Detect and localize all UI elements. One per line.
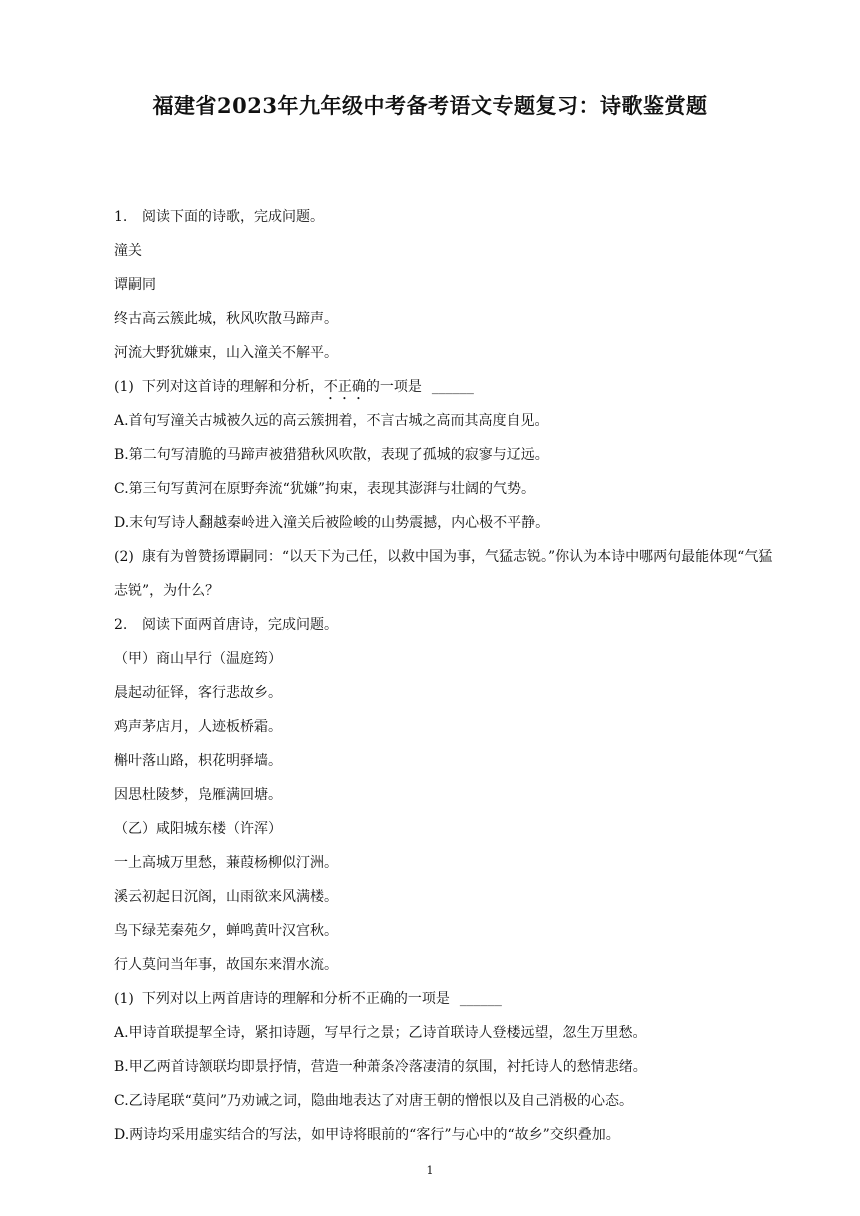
- sub-question-number: (1): [114, 991, 134, 1007]
- option-b: B.甲乙两首诗颔联均即景抒情，营造一种萧条冷落凄清的氛围，衬托诗人的愁情悲绪。: [114, 1059, 647, 1075]
- question-number: 1.: [114, 209, 128, 225]
- option-b: B.第二句写清脆的马蹄声被猎猎秋风吹散，表现了孤城的寂寥与辽远。: [114, 447, 549, 463]
- sub-question-number: (2): [114, 549, 134, 565]
- poem-b-title: （乙）咸阳城东楼（许浑）: [114, 821, 282, 837]
- question-stem-text: 阅读下面两首唐诗，完成问题。: [142, 617, 338, 633]
- question-1-stem: [114, 200, 776, 234]
- poem-line: 河流大野犹嫌束，山入潼关不解平。: [114, 345, 338, 361]
- question-2-stem: [114, 608, 776, 642]
- poem-line: 行人莫问当年事，故国东来渭水流。: [114, 957, 338, 973]
- sub-question-text: 下列对以上两首唐诗的理解和分析不正确的一项是: [141, 991, 450, 1007]
- sub-question-2-1: [114, 982, 776, 1016]
- poem-line: 鸟下绿芜秦苑夕，蝉鸣黄叶汉宫秋。: [114, 923, 338, 939]
- option-c: C.乙诗尾联“莫问”乃劝诫之词，隐曲地表达了对唐王朝的憎恨以及自己消极的心态。: [114, 1093, 633, 1109]
- option-d: D.两诗均采用虚实结合的写法，如甲诗将眼前的“客行”与心中的“故乡”交织叠加。: [114, 1127, 620, 1143]
- question-stem-text: 阅读下面的诗歌，完成问题。: [142, 209, 324, 225]
- sub-question-1-2: [114, 540, 776, 608]
- poem-title: 潼关: [114, 243, 142, 259]
- poem-line: 一上高城万里愁，蒹葭杨柳似汀洲。: [114, 855, 338, 871]
- poem-line: 因思杜陵梦，凫雁满回塘。: [114, 787, 282, 803]
- sub-question-text: 下列对这首诗的理解和分析，: [141, 379, 324, 395]
- question-number: 2.: [114, 617, 128, 633]
- poem-line: 溪云初起日沉阁，山雨欲来风满楼。: [114, 889, 338, 905]
- poem-line: 晨起动征铎，客行悲故乡。: [114, 685, 282, 701]
- option-d: D.末句写诗人翻越秦岭进入潼关后被险峻的山势震撼，内心极不平静。: [114, 515, 550, 531]
- page-number: 1: [426, 1164, 434, 1177]
- document-body: [114, 200, 776, 1152]
- answer-blank: ______: [431, 379, 474, 395]
- poem-line: 鸡声茅店月，人迹板桥霜。: [114, 719, 282, 735]
- poem-line: 终古高云簇此城，秋风吹散马蹄声。: [114, 311, 338, 327]
- sub-question-text: 康有为曾赞扬谭嗣同：“以天下为己任，以救中国为事，气猛志锐。”你认为本诗中哪两句最能体现“气猛志锐”，为什么？: [114, 549, 773, 599]
- answer-blank: ______: [459, 991, 502, 1007]
- poem-line: 槲叶落山路，枳花明驿墙。: [114, 753, 282, 769]
- sub-question-text: 的一项是: [365, 379, 422, 395]
- poem-author: 谭嗣同: [114, 277, 156, 293]
- page-title: 福建省2023年九年级中考备考语文专题复习：诗歌鉴赏题: [152, 93, 708, 118]
- sub-question-number: (1): [114, 379, 134, 395]
- option-a: A.首句写潼关古城被久远的高云簇拥着，不言古城之高而其高度自见。: [114, 413, 549, 429]
- option-c: C.第三句写黄河在原野奔流“犹嫌”拘束，表现其澎湃与壮阔的气势。: [114, 481, 535, 497]
- option-a: A.甲诗首联提挈全诗，紧扣诗题，写早行之景；乙诗首联诗人登楼远望，忽生万里愁。: [114, 1025, 647, 1041]
- sub-question-1-1: [114, 370, 776, 404]
- emphasized-text: 不正确: [323, 379, 366, 395]
- poem-a-title: （甲）商山早行（温庭筠）: [114, 651, 282, 667]
